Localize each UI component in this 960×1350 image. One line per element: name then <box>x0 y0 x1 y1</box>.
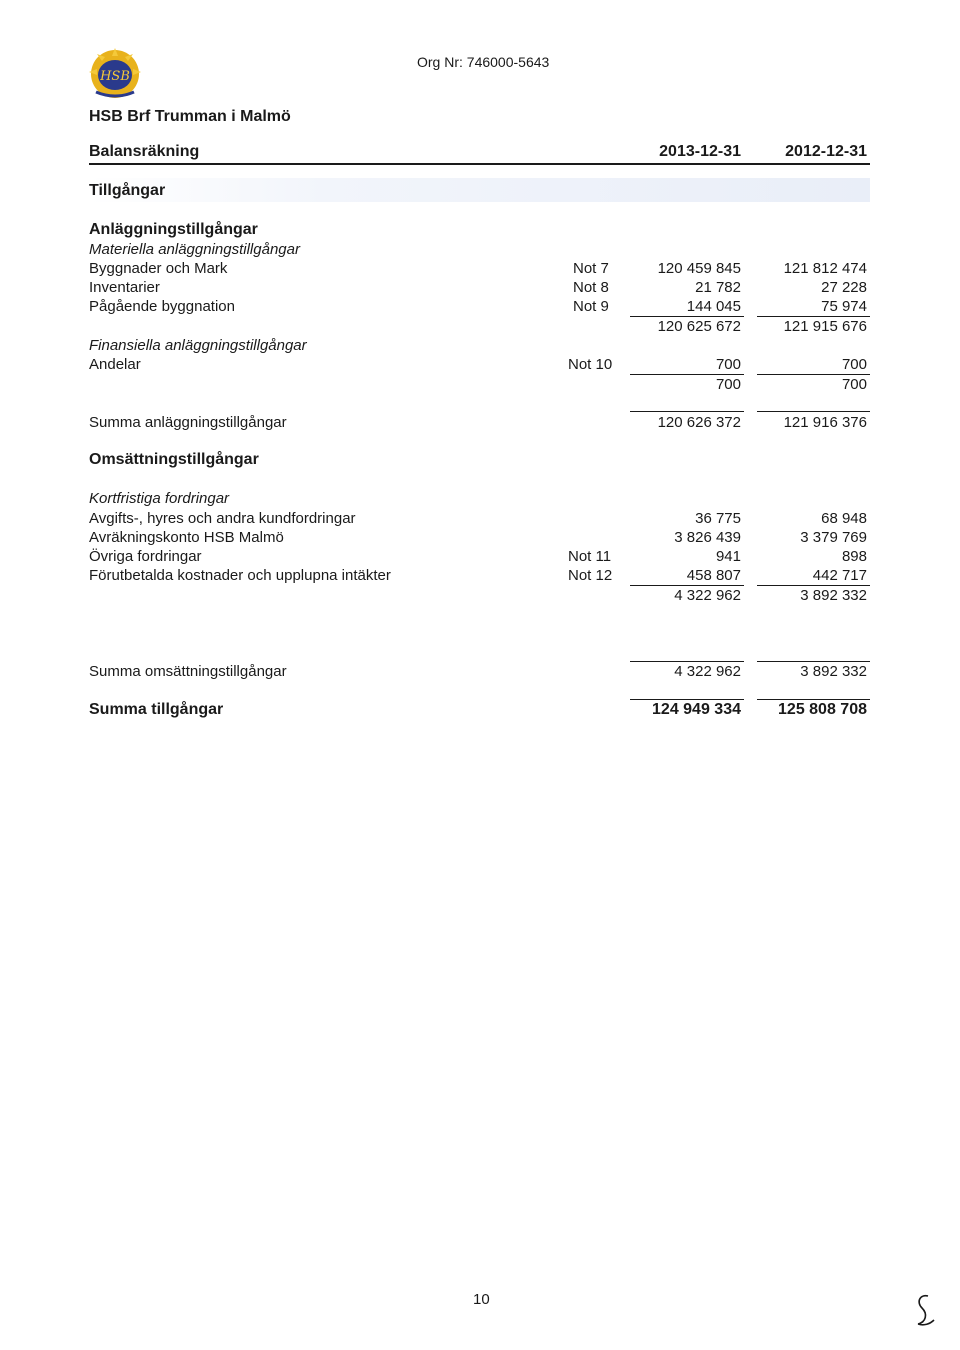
subtotal-2013: 120 625 672 <box>657 318 741 335</box>
value-2013: 941 <box>715 548 741 565</box>
heading-omsattningstillgangar: Omsättningstillgångar <box>89 451 259 468</box>
row-label: Övriga fordringar <box>89 548 202 565</box>
sum-line <box>757 411 870 412</box>
sum-line <box>630 374 744 375</box>
total-label: Summa anläggningstillgångar <box>89 414 287 431</box>
value-2012: 898 <box>841 548 867 565</box>
sum-line <box>630 661 744 662</box>
total-2013: 4 322 962 <box>674 663 741 680</box>
value-2012: 75 974 <box>821 298 867 315</box>
sum-line <box>757 661 870 662</box>
row-label: Inventarier <box>89 279 160 296</box>
org-number: Org Nr: 746000-5643 <box>417 54 550 70</box>
sum-line <box>630 699 744 700</box>
sum-line <box>757 699 870 700</box>
company-name: HSB Brf Trumman i Malmö <box>89 108 291 125</box>
value-2013: 3 826 439 <box>674 529 741 546</box>
note-ref: Not 10 <box>568 356 613 373</box>
value-2013: 458 807 <box>686 567 741 584</box>
subtotal-2012: 121 915 676 <box>783 318 867 335</box>
section-band <box>89 178 870 202</box>
page-title: Balansräkning <box>89 143 200 160</box>
hsb-logo <box>88 48 142 100</box>
grand-total-2013: 124 949 334 <box>652 701 741 718</box>
sum-line <box>630 585 744 586</box>
sum-line <box>757 374 870 375</box>
note-ref: Not 12 <box>568 567 613 584</box>
row-label: Byggnader och Mark <box>89 260 228 277</box>
subtotal-2013: 700 <box>715 376 741 393</box>
value-2013: 144 045 <box>686 298 741 315</box>
subheading-materiella: Materiella anläggningstillgångar <box>89 241 300 258</box>
total-2012: 3 892 332 <box>800 663 867 680</box>
value-2012: 68 948 <box>821 510 867 527</box>
subtotal-2012: 700 <box>841 376 867 393</box>
column-header-2013: 2013-12-31 <box>659 143 741 160</box>
column-header-2012: 2012-12-31 <box>785 143 867 160</box>
page-number: 10 <box>473 1291 490 1308</box>
total-2012: 121 916 376 <box>783 414 867 431</box>
row-label: Förutbetalda kostnader och upplupna intäkter <box>89 567 391 584</box>
grand-total-label: Summa tillgångar <box>89 701 224 718</box>
sum-line <box>757 585 870 586</box>
note-ref: Not 9 <box>573 298 609 315</box>
value-2013: 700 <box>715 356 741 373</box>
value-2012: 442 717 <box>812 567 867 584</box>
subheading-kortfristiga: Kortfristiga fordringar <box>89 490 230 507</box>
header-divider <box>89 163 870 165</box>
value-2013: 21 782 <box>695 279 741 296</box>
subtotal-2012: 3 892 332 <box>800 587 867 604</box>
value-2013: 120 459 845 <box>657 260 741 277</box>
note-ref: Not 8 <box>573 279 609 296</box>
grand-total-2012: 125 808 708 <box>778 701 867 718</box>
row-label: Avgifts-, hyres och andra kundfordringar <box>89 510 356 527</box>
svg-text:HSB: HSB <box>100 69 130 84</box>
sum-line <box>630 411 744 412</box>
signature-initial <box>906 1290 940 1332</box>
heading-anlaggningstillgangar: Anläggningstillgångar <box>89 221 258 238</box>
note-ref: Not 11 <box>568 548 612 565</box>
row-label: Pågående byggnation <box>89 298 235 315</box>
sum-line <box>630 316 744 317</box>
subheading-finansiella: Finansiella anläggningstillgångar <box>89 337 307 354</box>
value-2012: 121 812 474 <box>783 260 867 277</box>
section-heading-tillgangar: Tillgångar <box>89 182 166 199</box>
row-label: Avräkningskonto HSB Malmö <box>89 529 284 546</box>
total-2013: 120 626 372 <box>657 414 741 431</box>
value-2012: 700 <box>841 356 867 373</box>
total-label: Summa omsättningstillgångar <box>89 663 287 680</box>
value-2012: 3 379 769 <box>800 529 867 546</box>
value-2012: 27 228 <box>821 279 867 296</box>
row-label: Andelar <box>89 356 141 373</box>
note-ref: Not 7 <box>573 260 609 277</box>
value-2013: 36 775 <box>695 510 741 527</box>
subtotal-2013: 4 322 962 <box>674 587 741 604</box>
sum-line <box>757 316 870 317</box>
